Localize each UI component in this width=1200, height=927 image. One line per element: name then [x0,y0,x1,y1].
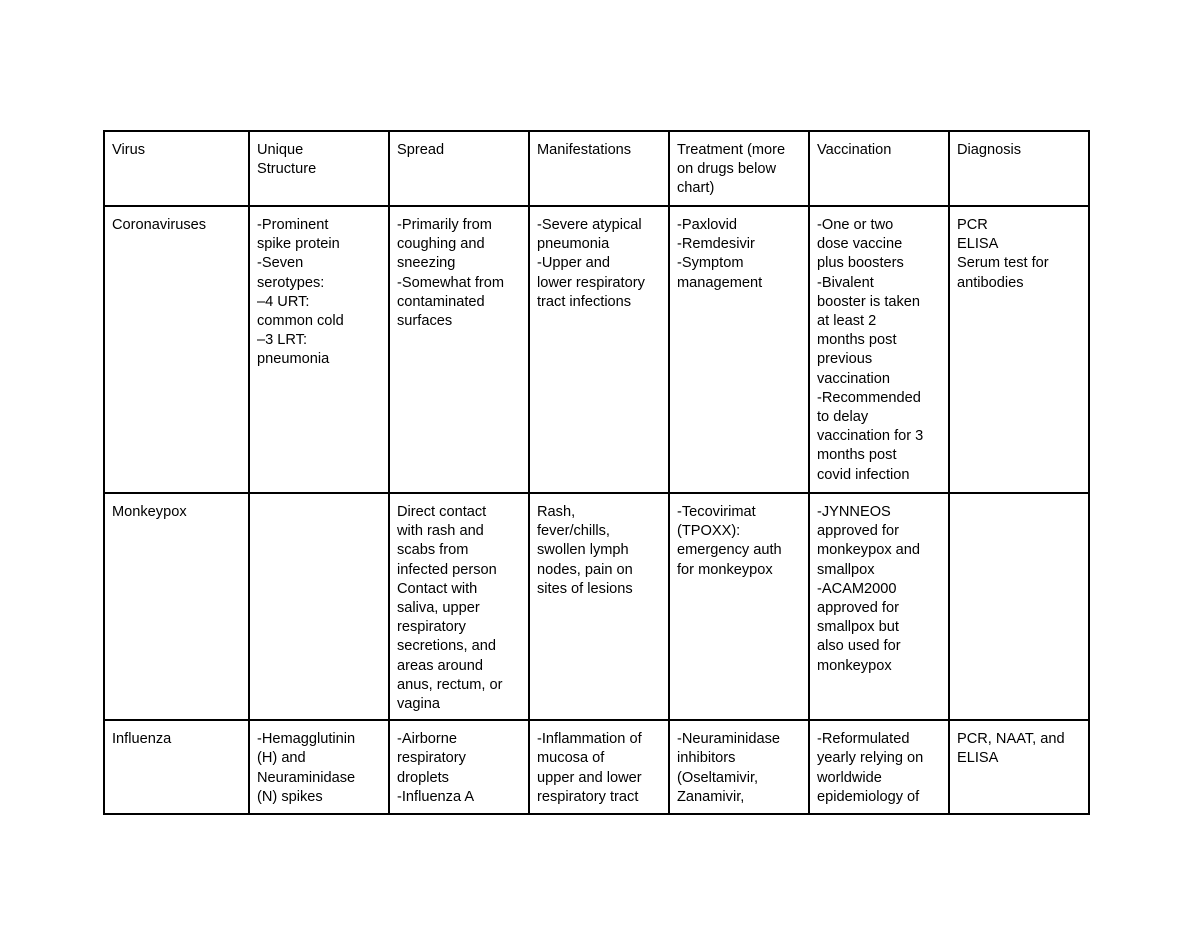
header-vaccination: Vaccination [809,131,949,206]
table-row-influenza [104,720,1089,814]
cell-unique-structure: -Hemagglutinin (H) and Neuraminidase (N) spikes [249,720,389,814]
cell-manifestations: -Inflammation of mucosa of upper and lower respiratory tract [529,720,669,814]
cell-spread: -Airborne respiratory droplets -Influenza A [389,720,529,814]
table-row-monkeypox [104,493,1089,720]
cell-unique-structure: -Prominent spike protein -Seven serotypes: –4 URT: common cold –3 LRT: pneumonia [249,206,389,493]
header-row [104,131,1089,206]
cell-vaccination: -Reformulated yearly relying on worldwide epidemiology of [809,720,949,814]
cell-diagnosis: PCR ELISA Serum test for antibodies [949,206,1089,493]
cell-treatment: -Tecovirimat (TPOXX): emergency auth for monkeypox [669,493,809,720]
header-unique-structure: Unique Structure [249,131,389,206]
cell-vaccination: -One or two dose vaccine plus boosters -Bivalent booster is taken at least 2 months post previous vaccination -Recommended to delay vaccination for 3 months post covid infection [809,206,949,493]
cell-spread: -Primarily from coughing and sneezing -Somewhat from contaminated surfaces [389,206,529,493]
header-diagnosis: Diagnosis [949,131,1089,206]
cell-virus: Influenza [104,720,249,814]
cell-treatment: -Paxlovid -Remdesivir -Symptom management [669,206,809,493]
header-treatment: Treatment (more on drugs below chart) [669,131,809,206]
cell-unique-structure [249,493,389,720]
header-manifestations: Manifestations [529,131,669,206]
virus-comparison-table [103,130,1090,815]
table-row-coronaviruses [104,206,1089,493]
header-spread: Spread [389,131,529,206]
header-virus: Virus [104,131,249,206]
cell-diagnosis [949,493,1089,720]
cell-treatment: -Neuraminidase inhibitors (Oseltamivir, Zanamivir, [669,720,809,814]
cell-vaccination: -JYNNEOS approved for monkeypox and smallpox -ACAM2000 approved for smallpox but also used for monkeypox [809,493,949,720]
cell-manifestations: Rash, fever/chills, swollen lymph nodes, pain on sites of lesions [529,493,669,720]
cell-virus: Monkeypox [104,493,249,720]
cell-virus: Coronaviruses [104,206,249,493]
cell-manifestations: -Severe atypical pneumonia -Upper and lower respiratory tract infections [529,206,669,493]
cell-diagnosis: PCR, NAAT, and ELISA [949,720,1089,814]
cell-spread: Direct contact with rash and scabs from infected person Contact with saliva, upper respiratory secretions, and areas around anus, rectum, or vagina [389,493,529,720]
